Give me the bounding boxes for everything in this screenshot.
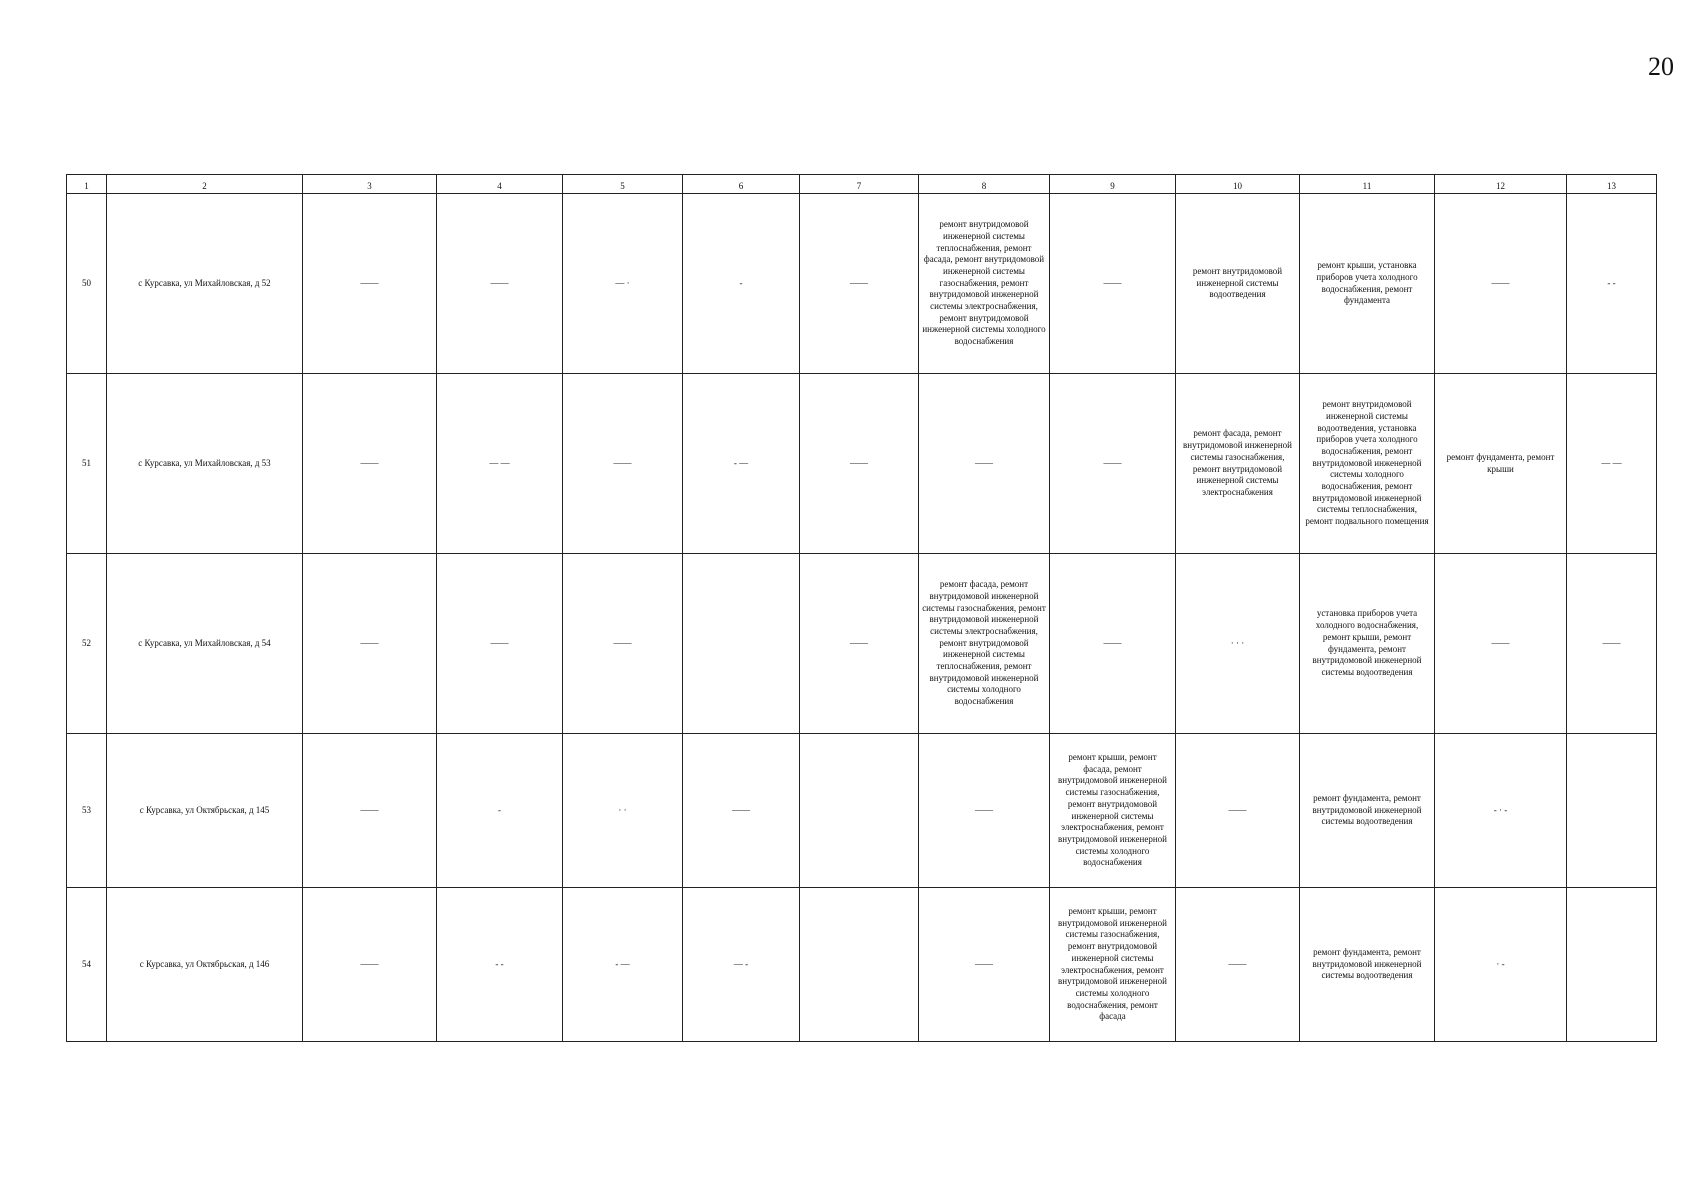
table-cell: ремонт крыши, установка приборов учета холодного водоснабжения, ремонт фундамента xyxy=(1300,194,1435,374)
table-cell: ремонт фундамента, ремонт крыши xyxy=(1435,374,1567,554)
table-cell: - - xyxy=(437,888,563,1042)
column-header: 6 xyxy=(683,175,800,194)
table-cell: —— xyxy=(303,554,437,734)
table-cell: - — xyxy=(563,888,683,1042)
table-cell: —— xyxy=(563,554,683,734)
column-header: 2 xyxy=(107,175,303,194)
table-cell: ремонт крыши, ремонт фасада, ремонт внутридомовой инженерной системы газоснабжения, ремонт внутридомовой инженерной системы электроснабжения, ремонт внутридомовой инженерной системы холодного водоснабжения xyxy=(1050,734,1176,888)
address-cell: с Курсавка, ул Михайловская, д 54 xyxy=(107,554,303,734)
row-number: 52 xyxy=(67,554,107,734)
table-cell: установка приборов учета холодного водоснабжения, ремонт крыши, ремонт фундамента, ремонт внутридомовой инженерной системы водоотведения xyxy=(1300,554,1435,734)
table-cell: —— xyxy=(437,554,563,734)
table-cell: —— xyxy=(800,194,919,374)
table-cell: —— xyxy=(1050,194,1176,374)
table-cell: —— xyxy=(683,734,800,888)
table-cell: — - xyxy=(683,888,800,1042)
table-row xyxy=(67,888,1657,1042)
table-cell: · - xyxy=(1435,888,1567,1042)
table-cell: —— xyxy=(563,374,683,554)
table-cell: —— xyxy=(1050,554,1176,734)
column-header: 8 xyxy=(919,175,1050,194)
table-cell: ремонт фундамента, ремонт внутридомовой инженерной системы водоотведения xyxy=(1300,734,1435,888)
table-cell: —— xyxy=(800,374,919,554)
table-row xyxy=(67,374,1657,554)
table-cell: —— xyxy=(919,888,1050,1042)
address-cell: с Курсавка, ул Октябрьская, д 146 xyxy=(107,888,303,1042)
table-cell: —— xyxy=(1567,554,1657,734)
table-cell: —— xyxy=(800,554,919,734)
column-header: 1 xyxy=(67,175,107,194)
table-cell: ремонт крыши, ремонт внутридомовой инженерной системы газоснабжения, ремонт внутридомовой инженерной системы электроснабжения, ремонт внутридомовой инженерной системы холодного водоснабжения, ремонт фасада xyxy=(1050,888,1176,1042)
table-cell: ремонт фасада, ремонт внутридомовой инженерной системы газоснабжения, ремонт внутридомовой инженерной системы электроснабжения xyxy=(1176,374,1300,554)
table-cell xyxy=(1567,734,1657,888)
column-header: 13 xyxy=(1567,175,1657,194)
column-header: 3 xyxy=(303,175,437,194)
column-header: 12 xyxy=(1435,175,1567,194)
header-row xyxy=(67,175,1657,194)
table-cell xyxy=(683,554,800,734)
table-cell: —— xyxy=(303,374,437,554)
row-number: 51 xyxy=(67,374,107,554)
column-header: 9 xyxy=(1050,175,1176,194)
row-number: 53 xyxy=(67,734,107,888)
table-row xyxy=(67,554,1657,734)
column-header: 4 xyxy=(437,175,563,194)
column-header: 10 xyxy=(1176,175,1300,194)
column-header: 11 xyxy=(1300,175,1435,194)
table-cell: ремонт внутридомовой инженерной системы водоотведения, установка приборов учета холодного водоснабжения, ремонт внутридомовой инженерной системы холодного водоснабжения, ремонт внутридомовой инженерной системы теплоснабжения, ремонт подвального помещения xyxy=(1300,374,1435,554)
table-cell: · · xyxy=(563,734,683,888)
page-number: 20 xyxy=(1648,52,1674,81)
row-number: 50 xyxy=(67,194,107,374)
address-cell: с Курсавка, ул Михайловская, д 52 xyxy=(107,194,303,374)
row-number: 54 xyxy=(67,888,107,1042)
table-cell: ремонт внутридомовой инженерной системы теплоснабжения, ремонт фасада, ремонт внутридомовой инженерной системы газоснабжения, ремонт внутридомовой инженерной системы электроснабжения, ремонт внутридомовой инженерной системы холодного водоснабжения xyxy=(919,194,1050,374)
table-cell xyxy=(800,734,919,888)
table-cell: —— xyxy=(1435,194,1567,374)
table-cell: —— xyxy=(1176,888,1300,1042)
table-cell: —— xyxy=(303,888,437,1042)
column-header: 7 xyxy=(800,175,919,194)
table-cell xyxy=(800,888,919,1042)
table-cell: —— xyxy=(303,194,437,374)
repair-schedule-table xyxy=(66,174,1657,1042)
table-cell: — — xyxy=(1567,374,1657,554)
table-cell: —— xyxy=(1176,734,1300,888)
table-cell: — — xyxy=(437,374,563,554)
column-header: 5 xyxy=(563,175,683,194)
table-cell: —— xyxy=(919,734,1050,888)
table-cell: — · xyxy=(563,194,683,374)
table-cell: —— xyxy=(437,194,563,374)
address-cell: с Курсавка, ул Михайловская, д 53 xyxy=(107,374,303,554)
table-cell: - xyxy=(437,734,563,888)
table-cell: —— xyxy=(303,734,437,888)
table-cell: ремонт внутридомовой инженерной системы водоотведения xyxy=(1176,194,1300,374)
table-cell: · · · xyxy=(1176,554,1300,734)
table-cell: —— xyxy=(1435,554,1567,734)
table-row xyxy=(67,734,1657,888)
table-row xyxy=(67,194,1657,374)
table-cell xyxy=(1567,888,1657,1042)
table-cell: - - xyxy=(1567,194,1657,374)
table-cell: - · - xyxy=(1435,734,1567,888)
table-cell: —— xyxy=(919,374,1050,554)
table-cell: —— xyxy=(1050,374,1176,554)
address-cell: с Курсавка, ул Октябрьская, д 145 xyxy=(107,734,303,888)
table-cell: ремонт фундамента, ремонт внутридомовой инженерной системы водоотведения xyxy=(1300,888,1435,1042)
table-cell: ремонт фасада, ремонт внутридомовой инженерной системы газоснабжения, ремонт внутридомовой инженерной системы электроснабжения, ремонт внутридомовой инженерной системы теплоснабжения, ремонт внутридомовой инженерной системы холодного водоснабжения xyxy=(919,554,1050,734)
table-cell: - — xyxy=(683,374,800,554)
table-cell: - xyxy=(683,194,800,374)
